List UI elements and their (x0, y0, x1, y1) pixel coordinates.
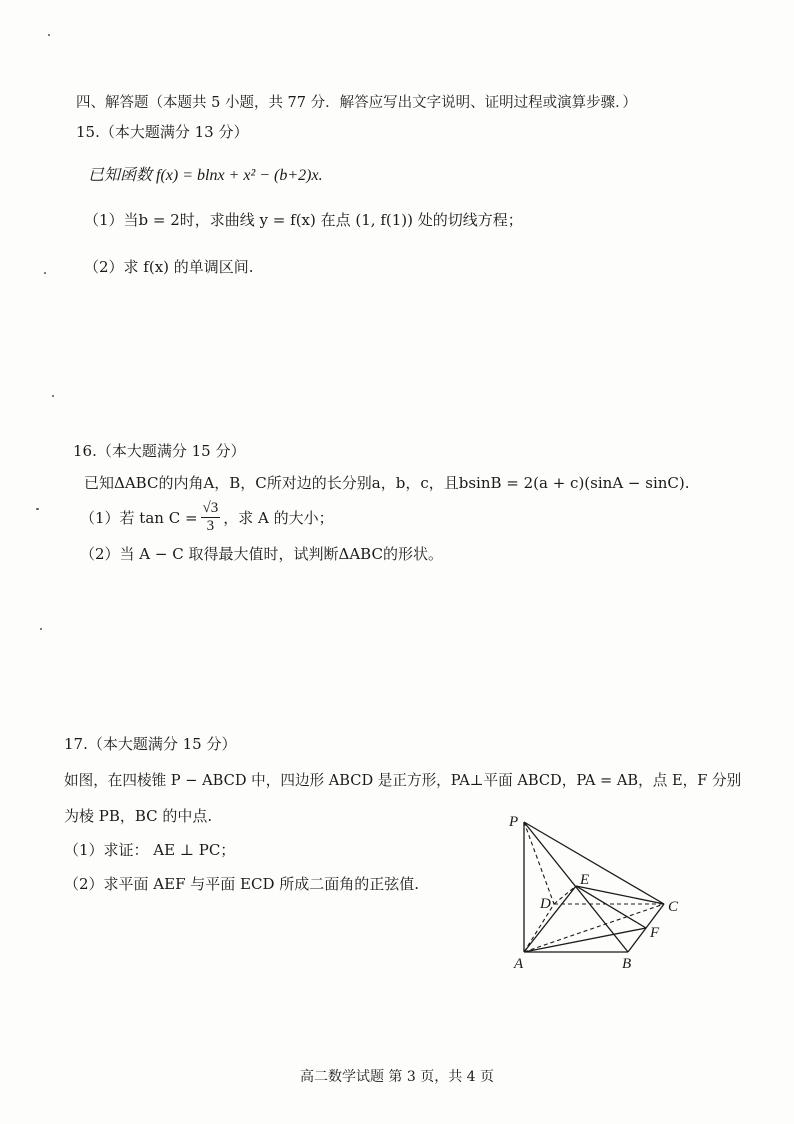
problem-16-number: 16.（本大题满分 15 分） (73, 442, 246, 460)
scan-speck (40, 628, 42, 630)
scan-speck (44, 272, 46, 274)
tan-c-fraction (201, 500, 221, 534)
segment-de-hidden (554, 886, 576, 904)
problem-15-number: 15.（本大题满分 13 分） (76, 123, 249, 141)
segment-ec (576, 886, 664, 904)
label-f: F (650, 925, 660, 941)
label-b: B (622, 956, 632, 972)
section-heading: 四、解答题（本题共 5 小题，共 77 分．解答应写出文字说明、证明过程或演算步骤．） (76, 95, 637, 111)
fraction-numerator: √3 (202, 500, 219, 516)
problem-16-part-2: （2）当 A − C 取得最大值时，试判断ΔABC的形状。 (80, 545, 443, 563)
problem-16-part-1-prefix: （1）若 tan C = (80, 508, 198, 527)
edge-pc (524, 822, 664, 904)
page-footer: 高二数学试题 第 3 页，共 4 页 (299, 1069, 495, 1085)
problem-15-stem: 已知函数 f(x) = blnx + x² − (b+2)x. (88, 167, 323, 184)
label-a: A (514, 956, 524, 972)
label-d: D (540, 896, 551, 912)
problem-16-part-1 (80, 500, 334, 534)
problem-17-part-1: （1）求证： AE ⊥ PC； (64, 841, 236, 859)
problem-15-part-1: （1）当b = 2时，求曲线 y = f(x) 在点 (1, f(1)) 处的切线方程； (84, 211, 523, 229)
problem-17-number: 17.（本大题满分 15 分） (64, 735, 237, 753)
label-e: E (580, 872, 590, 888)
scan-speck (48, 34, 50, 36)
problem-17-part-2: （2）求平面 AEF 与平面 ECD 所成二面角的正弦值. (64, 875, 420, 893)
scan-speck (52, 395, 54, 397)
problem-17-stem-line-2: 为棱 PB，BC 的中点. (64, 807, 213, 825)
problem-16-stem: 已知ΔABC的内角A，B，C所对边的长分别a，b，c，且bsinB = 2(a + c)(sinA − sinC). (84, 474, 690, 492)
problem-15-part-2: （2）求 f(x) 的单调区间. (84, 258, 254, 276)
label-p: P (509, 814, 519, 830)
pyramid-figure (500, 808, 700, 976)
edge-pd-hidden (524, 822, 554, 904)
problem-17-stem-line-1: 如图，在四棱锥 P − ABCD 中，四边形 ABCD 是正方形，PA⊥平面 ABCD，PA = AB，点 E，F 分别 (64, 772, 742, 789)
problem-16-part-1-suffix: ，求 A 的大小； (223, 508, 334, 527)
label-c: C (668, 899, 679, 915)
fraction-denominator: 3 (206, 517, 215, 534)
scan-speck (36, 508, 39, 510)
